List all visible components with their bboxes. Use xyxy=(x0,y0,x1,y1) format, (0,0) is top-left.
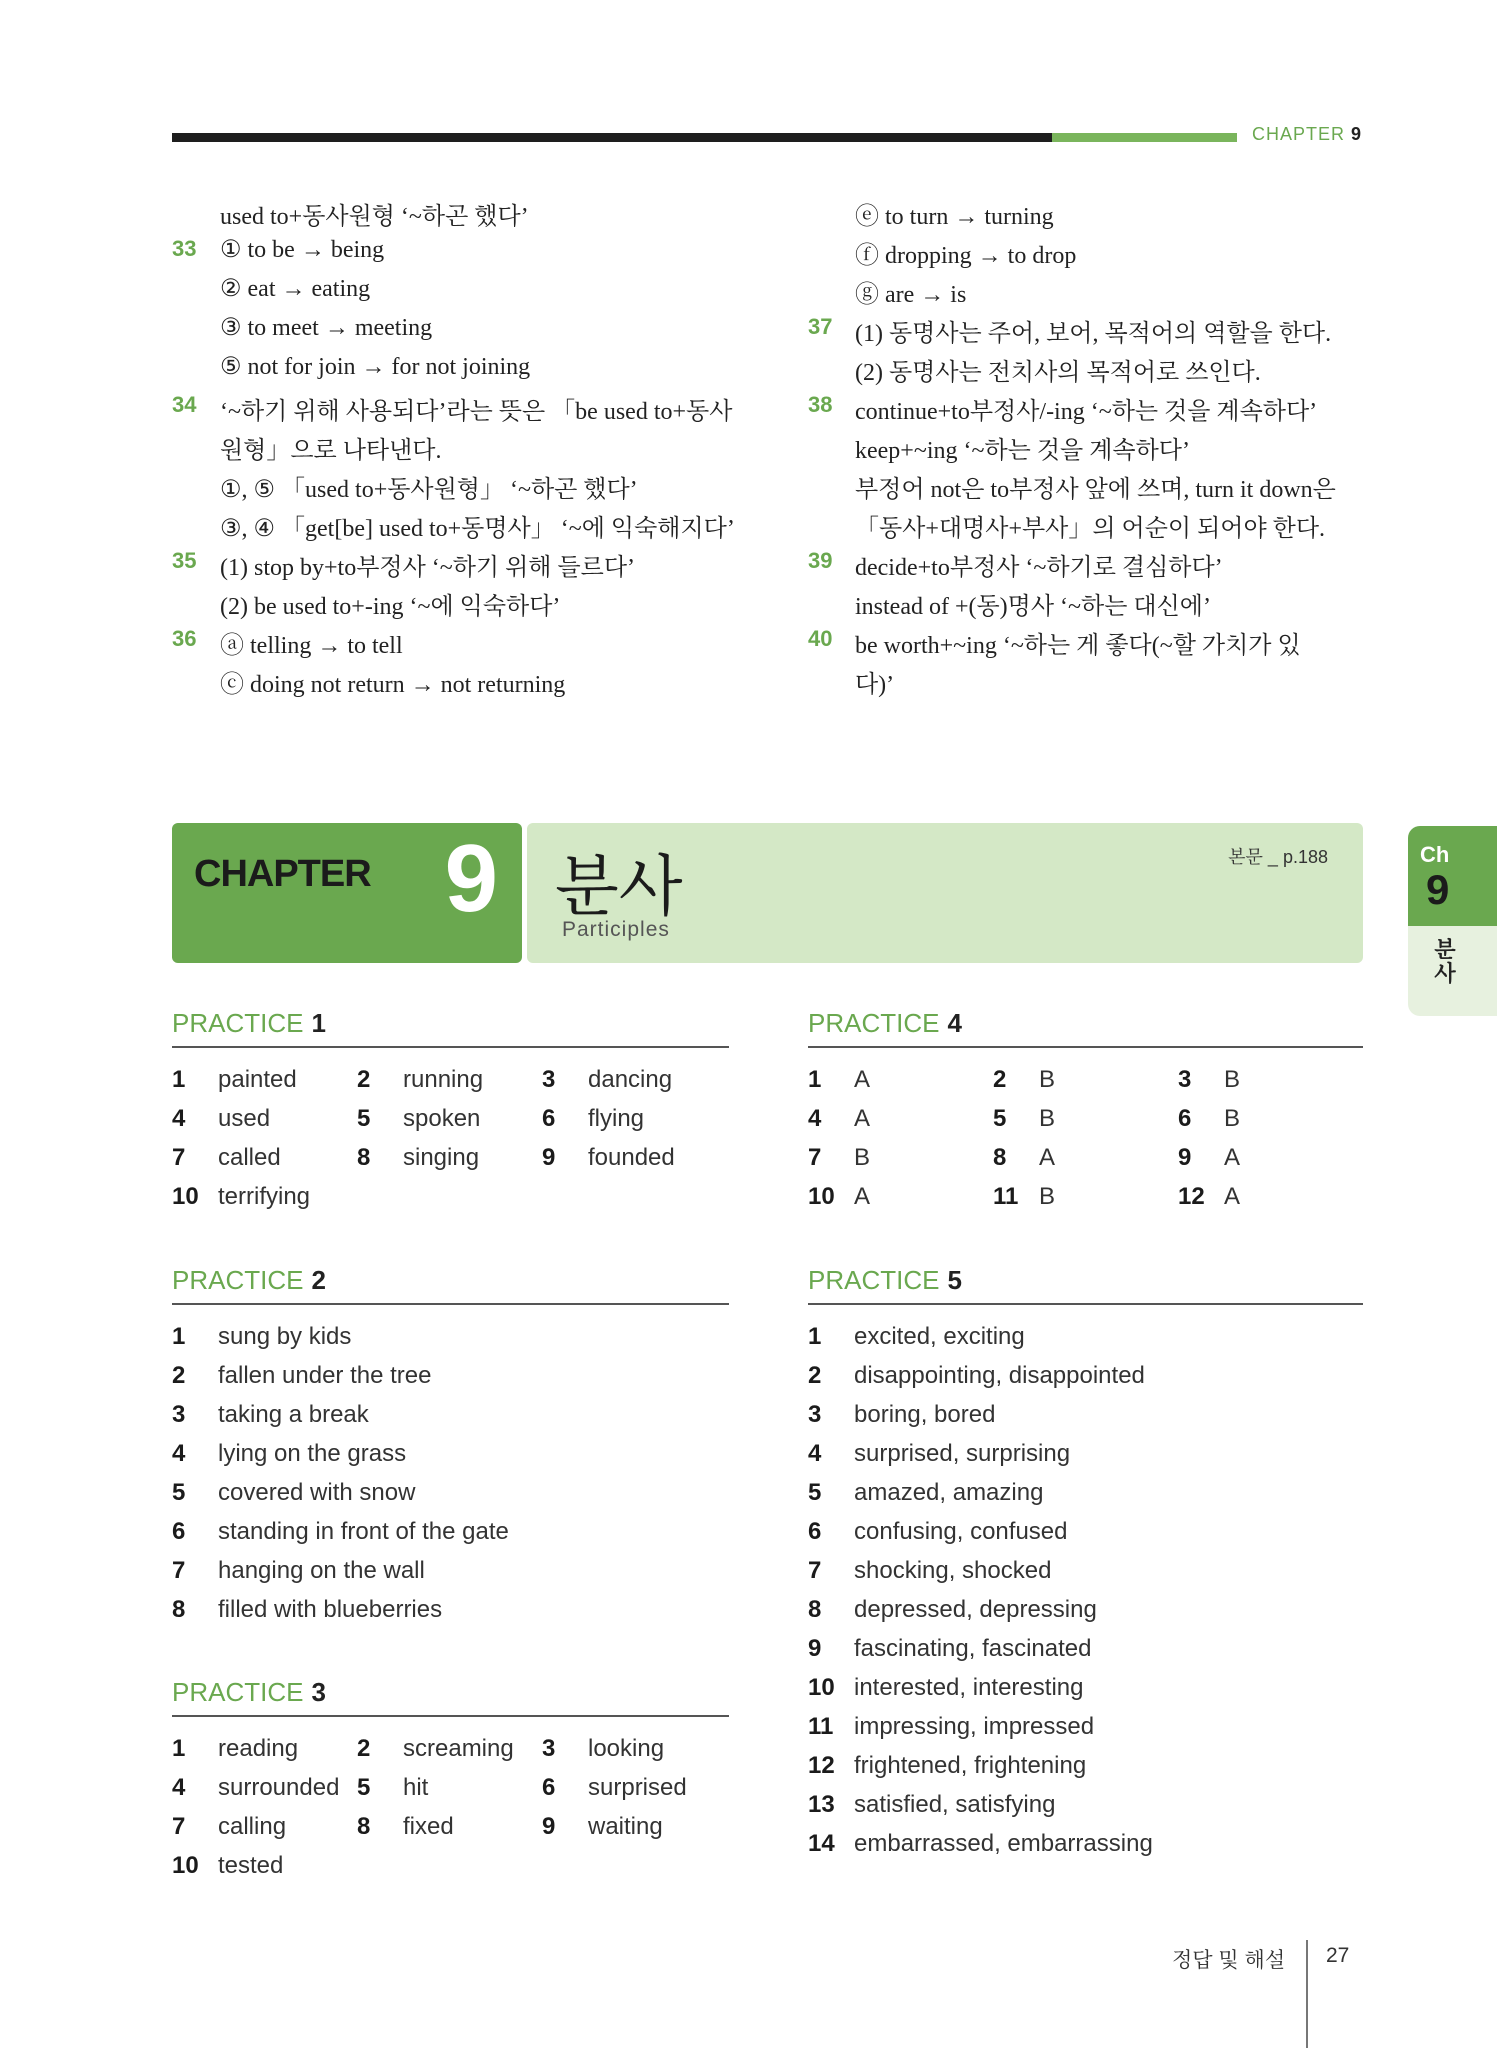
side-tab-top xyxy=(1408,826,1497,926)
answer-text: lying on the grass xyxy=(218,1440,407,1467)
answer-number: 5 xyxy=(357,1105,371,1132)
answer-number: 4 xyxy=(808,1105,822,1132)
answer-text: spoken xyxy=(403,1105,481,1132)
header-rule-dark xyxy=(172,133,1052,142)
answer-item xyxy=(172,1813,286,1841)
answer-text: fixed xyxy=(403,1813,454,1840)
answer-item xyxy=(808,1479,1043,1507)
answer-text: surprised xyxy=(588,1774,687,1801)
answer-text: B xyxy=(1224,1105,1241,1132)
answer-number: 5 xyxy=(993,1105,1007,1132)
answer-item xyxy=(542,1144,675,1172)
answer-item xyxy=(1178,1066,1240,1094)
answer-text: A xyxy=(1224,1144,1241,1171)
answer-item xyxy=(808,1596,1097,1624)
answer-number: 13 xyxy=(808,1791,835,1818)
answer-number: 3 xyxy=(542,1735,556,1762)
answer-text: dancing xyxy=(588,1066,673,1093)
answer-item xyxy=(172,1774,339,1802)
explanation-line: continue+to부정사/-ing ‘~하는 것을 계속하다’ xyxy=(855,399,1318,425)
answer-text: hit xyxy=(403,1774,429,1801)
answer-item xyxy=(808,1830,1153,1858)
practice-number: 5 xyxy=(947,1265,962,1295)
answer-number: 1 xyxy=(172,1735,186,1762)
answer-number: 8 xyxy=(993,1144,1007,1171)
answer-item xyxy=(1178,1144,1240,1172)
answer-text: hanging on the wall xyxy=(218,1557,425,1584)
answer-number: 7 xyxy=(808,1144,822,1171)
answer-text: A xyxy=(1039,1144,1056,1171)
footer-divider xyxy=(1306,1940,1308,2048)
answer-number: 7 xyxy=(172,1557,186,1584)
answer-text: founded xyxy=(588,1144,675,1171)
answer-number: 11 xyxy=(808,1713,834,1740)
answer-item xyxy=(172,1518,509,1546)
explanation-line: ⓒ doing not return → not returning xyxy=(220,672,566,698)
answer-item xyxy=(808,1105,870,1133)
answer-text: painted xyxy=(218,1066,297,1093)
explanation-line: ‘~하기 위해 사용되다’라는 뜻은 「be used to+동사 xyxy=(220,399,733,425)
page-reference: 본문 _ p.188 xyxy=(1228,847,1328,867)
answer-text: surrounded xyxy=(218,1774,340,1801)
chapter-title-english: Participles xyxy=(562,918,670,941)
answer-text: A xyxy=(854,1183,871,1210)
answer-text: waiting xyxy=(588,1813,663,1840)
answer-item xyxy=(993,1066,1055,1094)
answer-number: 10 xyxy=(172,1852,199,1879)
answer-item xyxy=(172,1323,351,1351)
practice-4-rule xyxy=(808,1046,1363,1048)
answer-item xyxy=(172,1479,415,1507)
answer-text: fallen under the tree xyxy=(218,1362,432,1389)
answer-item xyxy=(357,1105,480,1133)
answer-text: filled with blueberries xyxy=(218,1596,443,1623)
answer-text: reading xyxy=(218,1735,299,1762)
answer-number: 5 xyxy=(172,1479,186,1506)
answer-item xyxy=(993,1144,1055,1172)
explanation-line: 부정어 not은 to부정사 앞에 쓰며, turn it down은 xyxy=(855,477,1336,503)
answer-item xyxy=(808,1518,1067,1546)
answer-item xyxy=(808,1635,1091,1663)
answer-number: 8 xyxy=(357,1144,371,1171)
question-number: 35 xyxy=(172,548,197,573)
answer-text: standing in front of the gate xyxy=(218,1518,509,1545)
header-chapter-number: 9 xyxy=(1351,124,1363,144)
answer-number: 1 xyxy=(172,1066,186,1093)
answer-text: amazed, amazing xyxy=(854,1479,1044,1506)
practice-label: PRACTICE xyxy=(172,1265,304,1295)
practice-1-rule xyxy=(172,1046,729,1048)
answer-number: 9 xyxy=(542,1144,556,1171)
answer-item xyxy=(808,1557,1051,1585)
answer-text: terrifying xyxy=(218,1183,311,1210)
answer-number: 6 xyxy=(172,1518,186,1545)
explanation-line: ①, ⑤ 「used to+동사원형」 ‘~하곤 했다’ xyxy=(220,477,638,503)
question-number: 37 xyxy=(808,314,833,339)
explanation-line: ① to be → being xyxy=(220,237,385,263)
answer-item xyxy=(808,1066,870,1094)
explanation-line: ⑤ not for join → for not joining xyxy=(220,354,531,380)
answer-item xyxy=(172,1852,283,1880)
answer-text: frightened, frightening xyxy=(854,1752,1087,1779)
footer-label: 정답 및 해설 xyxy=(1172,1949,1286,1972)
explanation-line: (1) stop by+to부정사 ‘~하기 위해 들르다’ xyxy=(220,555,636,581)
answer-text: taking a break xyxy=(218,1401,369,1428)
explanation-line: 다)’ xyxy=(855,672,895,698)
answer-number: 3 xyxy=(172,1401,186,1428)
explanation-line: used to+동사원형 ‘~하곤 했다’ xyxy=(220,204,529,230)
explanation-line: ③ to meet → meeting xyxy=(220,315,433,341)
answer-text: looking xyxy=(588,1735,665,1762)
answer-number: 1 xyxy=(808,1323,822,1350)
explanation-line: ⓕ dropping → to drop xyxy=(855,243,1077,269)
answer-number: 9 xyxy=(808,1635,822,1662)
answer-text: surprised, surprising xyxy=(854,1440,1071,1467)
explanation-line: ⓐ telling → to tell xyxy=(220,633,403,659)
practice-3-title xyxy=(172,1677,326,1708)
answer-number: 9 xyxy=(1178,1144,1192,1171)
answer-text: B xyxy=(1224,1066,1241,1093)
header-rule-green xyxy=(1052,133,1237,142)
answer-text: confusing, confused xyxy=(854,1518,1068,1545)
practice-2-title xyxy=(172,1265,326,1296)
header-chapter-word: CHAPTER xyxy=(1252,124,1346,144)
page-number: 27 xyxy=(1326,1944,1350,1967)
practice-4-title xyxy=(808,1008,962,1039)
answer-text: B xyxy=(1039,1066,1056,1093)
answer-number: 7 xyxy=(172,1144,186,1171)
question-number: 36 xyxy=(172,626,197,651)
answer-number: 4 xyxy=(808,1440,822,1467)
answer-item xyxy=(172,1066,297,1094)
answer-item xyxy=(542,1813,663,1841)
answer-text: shocking, shocked xyxy=(854,1557,1052,1584)
explanation-line: (2) be used to+-ing ‘~에 익숙하다’ xyxy=(220,594,561,620)
answer-item xyxy=(542,1105,644,1133)
answer-number: 10 xyxy=(808,1674,835,1701)
explanation-line: ③, ④ 「get[be] used to+동명사」 ‘~에 익숙해지다’ xyxy=(220,516,735,542)
header-chapter-label xyxy=(1252,124,1362,145)
answer-number: 2 xyxy=(172,1362,186,1389)
answer-number: 8 xyxy=(172,1596,186,1623)
chapter-number: 9 xyxy=(444,825,498,932)
question-number: 39 xyxy=(808,548,833,573)
chapter-banner-right xyxy=(527,823,1363,963)
answer-text: tested xyxy=(218,1852,284,1879)
answer-number: 5 xyxy=(808,1479,822,1506)
answer-text: B xyxy=(854,1144,871,1171)
answer-text: B xyxy=(1039,1183,1056,1210)
answer-text: interested, interesting xyxy=(854,1674,1084,1701)
chapter-side-tab xyxy=(1408,826,1497,1016)
practice-label: PRACTICE xyxy=(808,1265,940,1295)
practice-number: 2 xyxy=(311,1265,326,1295)
answer-number: 8 xyxy=(808,1596,822,1623)
answer-number: 3 xyxy=(1178,1066,1192,1093)
answer-item xyxy=(993,1183,1055,1211)
answer-text: excited, exciting xyxy=(854,1323,1025,1350)
answer-number: 11 xyxy=(993,1183,1019,1210)
side-tab-number: 9 xyxy=(1426,866,1450,913)
answer-item xyxy=(1178,1183,1240,1211)
answer-number: 4 xyxy=(172,1105,186,1132)
answer-item xyxy=(808,1401,995,1429)
explanation-line: 「동사+대명사+부사」의 어순이 되어야 한다. xyxy=(855,516,1326,542)
answer-number: 5 xyxy=(357,1774,371,1801)
answer-text: disappointing, disappointed xyxy=(854,1362,1145,1389)
answer-text: singing xyxy=(403,1144,480,1171)
practice-label: PRACTICE xyxy=(172,1677,304,1707)
practice-label: PRACTICE xyxy=(172,1008,304,1038)
answer-text: covered with snow xyxy=(218,1479,416,1506)
practice-1-title xyxy=(172,1008,326,1039)
answer-number: 12 xyxy=(1178,1183,1205,1210)
answer-item xyxy=(172,1557,425,1585)
answer-item xyxy=(172,1440,406,1468)
explanation-line: decide+to부정사 ‘~하기로 결심하다’ xyxy=(855,555,1223,581)
answer-number: 2 xyxy=(808,1362,822,1389)
answer-number: 6 xyxy=(542,1774,556,1801)
explanation-line: be worth+~ing ‘~하는 게 좋다(~할 가치가 있 xyxy=(855,633,1301,659)
answer-item xyxy=(808,1323,1025,1351)
answer-item xyxy=(357,1066,483,1094)
answer-text: running xyxy=(403,1066,484,1093)
answer-text: satisfied, satisfying xyxy=(854,1791,1056,1818)
answer-item xyxy=(808,1183,870,1211)
answer-item xyxy=(808,1752,1086,1780)
answer-item xyxy=(357,1144,479,1172)
answer-item xyxy=(172,1144,281,1172)
answer-text: B xyxy=(1039,1105,1056,1132)
question-number: 38 xyxy=(808,392,833,417)
answer-number: 2 xyxy=(357,1735,371,1762)
practice-number: 1 xyxy=(311,1008,326,1038)
answer-number: 9 xyxy=(542,1813,556,1840)
question-number: 34 xyxy=(172,392,197,417)
answer-number: 4 xyxy=(172,1440,186,1467)
answer-text: A xyxy=(1224,1183,1241,1210)
explanation-line: ⓔ to turn → turning xyxy=(855,204,1054,230)
answer-item xyxy=(808,1362,1145,1390)
explanation-line: ⓖ are → is xyxy=(855,282,967,308)
answer-number: 12 xyxy=(808,1752,835,1779)
answer-text: used xyxy=(218,1105,271,1132)
side-tab-korean: 분사 xyxy=(1434,937,1456,986)
answer-number: 3 xyxy=(808,1401,822,1428)
answer-number: 1 xyxy=(808,1066,822,1093)
practice-5-title xyxy=(808,1265,962,1296)
answer-item xyxy=(357,1735,514,1763)
answer-item xyxy=(172,1362,431,1390)
practice-5-rule xyxy=(808,1303,1363,1305)
explanation-line: (1) 동명사는 주어, 보어, 목적어의 역할을 한다. xyxy=(855,321,1332,347)
answer-item xyxy=(1178,1105,1240,1133)
practice-number: 4 xyxy=(947,1008,962,1038)
answer-number: 1 xyxy=(172,1323,186,1350)
practice-3-rule xyxy=(172,1715,729,1717)
answer-item xyxy=(172,1105,270,1133)
answer-item xyxy=(172,1183,310,1211)
answer-number: 10 xyxy=(808,1183,835,1210)
answer-text: A xyxy=(854,1105,871,1132)
answer-text: depressed, depressing xyxy=(854,1596,1097,1623)
answer-text: flying xyxy=(588,1105,645,1132)
answer-item xyxy=(542,1066,672,1094)
explanation-line: keep+~ing ‘~하는 것을 계속하다’ xyxy=(855,438,1190,464)
answer-item xyxy=(808,1713,1094,1741)
chapter-title-korean: 분사 xyxy=(555,849,683,923)
answer-number: 2 xyxy=(357,1066,371,1093)
answer-item xyxy=(172,1596,442,1624)
answer-number: 14 xyxy=(808,1830,835,1857)
question-number: 33 xyxy=(172,236,197,261)
answer-item xyxy=(357,1774,428,1802)
practice-label: PRACTICE xyxy=(808,1008,940,1038)
answer-text: sung by kids xyxy=(218,1323,352,1350)
answer-number: 4 xyxy=(172,1774,186,1801)
explanation-line: ② eat → eating xyxy=(220,276,371,302)
answer-item xyxy=(542,1774,687,1802)
answer-text: calling xyxy=(218,1813,287,1840)
answer-number: 6 xyxy=(808,1518,822,1545)
answer-item xyxy=(172,1401,369,1429)
answer-item xyxy=(808,1791,1055,1819)
answer-item xyxy=(808,1440,1070,1468)
practice-number: 3 xyxy=(311,1677,326,1707)
answer-number: 2 xyxy=(993,1066,1007,1093)
chapter-word: CHAPTER xyxy=(194,853,371,895)
answer-item xyxy=(808,1144,870,1172)
explanation-line: (2) 동명사는 전치사의 목적어로 쓰인다. xyxy=(855,360,1261,386)
answer-text: called xyxy=(218,1144,281,1171)
answer-number: 6 xyxy=(542,1105,556,1132)
answer-text: screaming xyxy=(403,1735,514,1762)
answer-item xyxy=(357,1813,454,1841)
side-tab-ch: Ch xyxy=(1420,842,1450,867)
explanation-line: instead of +(동)명사 ‘~하는 대신에’ xyxy=(855,594,1211,620)
answer-number: 6 xyxy=(1178,1105,1192,1132)
answer-text: fascinating, fascinated xyxy=(854,1635,1092,1662)
answer-number: 7 xyxy=(808,1557,822,1584)
question-number: 40 xyxy=(808,626,833,651)
answer-item xyxy=(808,1674,1083,1702)
explanation-line: 원형」으로 나타낸다. xyxy=(220,438,442,464)
answer-number: 10 xyxy=(172,1183,199,1210)
answer-text: boring, bored xyxy=(854,1401,996,1428)
answer-text: impressing, impressed xyxy=(854,1713,1095,1740)
answer-text: embarrassed, embarrassing xyxy=(854,1830,1153,1857)
chapter-banner-left xyxy=(172,823,522,963)
answer-text: A xyxy=(854,1066,871,1093)
answer-item xyxy=(172,1735,298,1763)
answer-number: 3 xyxy=(542,1066,556,1093)
answer-item xyxy=(993,1105,1055,1133)
answer-item xyxy=(542,1735,664,1763)
answer-number: 7 xyxy=(172,1813,186,1840)
answer-number: 8 xyxy=(357,1813,371,1840)
practice-2-rule xyxy=(172,1303,729,1305)
